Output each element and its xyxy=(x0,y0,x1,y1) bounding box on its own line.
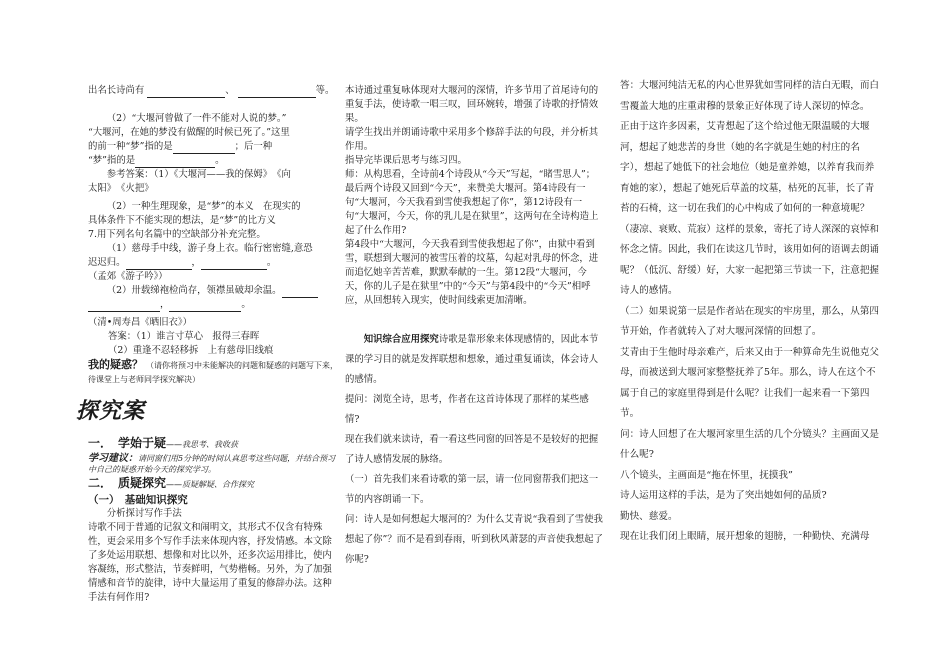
body-paragraph: 师：从构思看，全诗前4个诗段从“今天”写起，“睹雪思人”；最后两个诗段又回到“今天”，来赞美大堰河。第4诗段有一句“大堰河，今天我看到雪使我想起了你”，第12诗段有一句“大堰河，今天，你的乳儿是在狱里”，这两句在全诗构造上起了什么作用? xyxy=(345,169,599,236)
answer-line: 具体条件下不能实现的想法，是“梦”的比方义 xyxy=(88,215,276,226)
body-paragraph: 本诗通过重复咏体现对大堰河的深情，许多节用了首尾诗句的重复手法，使诗歌一唱三叹，回环婉转，增强了诗歌的抒情效果。 xyxy=(345,85,599,124)
fill-blank[interactable] xyxy=(135,156,215,168)
fill-blank[interactable] xyxy=(173,142,235,154)
body-paragraph: （二）如果说第一层是作者站在现实的牢房里，那么，从第四节开始，作者就转入了对大堰河深情的回想了。 xyxy=(620,305,880,337)
fill-blank[interactable] xyxy=(147,86,225,98)
middle-column xyxy=(345,84,603,570)
source-citation: （孟郊《游子吟》） xyxy=(88,271,168,282)
section-1-heading: 一． 学始于疑——我思考、我收获 xyxy=(88,436,239,450)
answer-line: 太阳》 《火把》 xyxy=(88,183,154,194)
body-paragraph: 诗人运用这样的手法，是为了突出她如何的品质? xyxy=(620,490,827,501)
answer-line: （2）一种生理现象，是“梦”的本义 在现实的 xyxy=(106,201,301,212)
question-7: 7.用下列名句名篇中的空缺部分补充完整。 xyxy=(88,229,266,240)
answer-line: 参考答案：（1）《大堰河——我的保姆》 《向 xyxy=(106,169,291,180)
doubt-section xyxy=(88,358,340,387)
question-7-item: 迟迟归。 ， 。 xyxy=(88,257,277,268)
fill-blank[interactable] xyxy=(201,258,267,270)
subsection-heading: （一） 基础知识探究 xyxy=(88,494,188,506)
section-big-title: 探究案 xyxy=(76,399,146,424)
text: 、 xyxy=(225,85,235,96)
fill-blank[interactable] xyxy=(88,300,160,312)
question-2-line: “大堰河，在她的梦没有做醒的时候已死了。”这里 xyxy=(88,127,290,138)
fill-blank[interactable] xyxy=(169,300,241,312)
body-paragraph: 提问：浏览全诗，思考，作者在这首诗体现了那样的某些感情? xyxy=(345,394,589,425)
text: 出名长诗尚有 xyxy=(88,85,145,96)
question-7-item: （1）慈母手中线，游子身上衣。临行密密缝,意恐 xyxy=(106,243,313,254)
body-paragraph: 问：诗人是如何想起大堰河的？为什么艾青说“我看到了雪使我想起了你”？而不是看到春雨，听到秋风萧瑟的声音使我想起了你呢? xyxy=(345,514,603,565)
body-paragraph: 勤快、慈爱。 xyxy=(620,510,678,522)
body-paragraph: 请学生找出并朗诵诗歌中采用多个修辞手法的句段，并分析其作用。 xyxy=(345,127,599,152)
section-2-heading: 二． 质疑探究——质疑解疑、合作探究 xyxy=(88,476,255,490)
fill-blank[interactable] xyxy=(238,86,316,98)
question-2-line: “梦”指的是 。 xyxy=(88,155,225,166)
doubt-note: （请你将预习中未能解决的问题和疑惑的问题写下来，待课堂上与老师同学探究解决） xyxy=(88,361,338,384)
left-column xyxy=(76,84,340,605)
question-2-line: （2）“大堰河曾做了一件不能对人说的梦。” xyxy=(106,113,287,124)
body-paragraph: 第4段中“大堰河，今天我看到雪使我想起了你”，由狱中看到雪，联想到大堰河的被雪压着的坟墓，勾起对乳母的怀念，进而追忆她辛苦苦难，默默奉献的一生。第12段“大堰河，今天，你的儿子是在狱里”中的“今天”与第4段中的“今天”相呼应，从回想转入现实，使时间线索更加清晰。 xyxy=(345,239,599,306)
body-paragraph: 指导完毕课后思考与练习四。 xyxy=(345,155,467,166)
doubt-title: 我的疑惑？ xyxy=(88,358,143,371)
fill-blank[interactable] xyxy=(282,286,318,298)
question-7-item: （2）卅载绨袍检尚存，领襟虽破却余温。 xyxy=(88,284,340,298)
text: 等。 xyxy=(315,85,335,96)
body-paragraph: 正由于这许多因素，艾青想起了这个给过他无限温暖的大堰河，想起了她悲苦的身世（她的名字就是生她的村庄的名字），想起了她低下的社会地位（她是童养媳，以养育我而养育她的家），想起了她死后草盖的坟墓，枯死的瓦菲，长了青苔的石椅，这一切在我们的心中构成了如何的一种意境呢？（凄凉、衰败、荒寂）这样的景象，寄托了诗人深深的哀悼和怀念之情。因此，我们在读这几节时，该用如何的语调去朗诵呢？（低沉、舒缓）好，大家一起把第三节读一下，注意把握诗人的感情。 xyxy=(620,121,880,296)
body-paragraph: 艾青由于生他时母亲难产，后来又由于一种算命先生说他克父母，而被送到大堰河家整整抚养了5年。那么，诗人在这个不属于自己的家庭里得到是什么呢？让我们一起来看一下第四节。 xyxy=(620,346,880,419)
study-advice: 学习建议：请同窗们用5分钟的时间认真思考这些问题，并结合预习中自己的疑惑开始今天的探究学习。 xyxy=(88,453,336,474)
body-paragraph: 答：大堰河纯洁无私的内心世界犹如雪同样的洁白无暇，而白雪覆盖大地的庄重肃穆的景象正好体现了诗人深切的悼念。 xyxy=(620,80,880,112)
body-paragraph: （一）首先我们来看诗歌的第一层，请一位同窗帮我们把这一节的内容朗诵一下。 xyxy=(345,474,599,505)
body-paragraph: 现在我们就来读诗，看一看这些同窗的回答是不是较好的把握了诗人感情发展的脉络。 xyxy=(345,434,599,465)
body-paragraph: 现在让我们闭上眼睛，展开想象的翅膀，一种勤快、充满母 xyxy=(620,531,870,542)
question-2-line: 的前一种“梦”指的是 ；后一种 xyxy=(88,141,273,152)
body-paragraph: 知识综合应用探究诗歌是靠形象来体现感情的，因此本节课的学习目的就是发挥联想和想象，通过重复诵读，体会诗人的感情。 xyxy=(345,334,599,385)
fill-blank[interactable] xyxy=(126,258,192,270)
body-paragraph: 诗歌不同于普通的记叙文和闹明文，其形式不仅含有特殊性，更会采用多个写作手法来体现内容，抒发情感。本文除了多处运用联想、想像和对比以外，还多次运用排比，使内容凝练，形式整洁，节奏鲜明，气势楷畅。另外，为了加强情感和音节的旋律，诗中大量运用了重复的修辞办法。这种手法有何作用? xyxy=(88,522,332,603)
answer-line: 答案：（1）谁言寸草心 报得三春晖 xyxy=(108,331,260,342)
answer-line: （2）重逢不忍轻移拆 上有慈母旧线痕 xyxy=(108,345,274,356)
right-column xyxy=(620,76,882,548)
analysis-heading: 分析探讨写作手法 xyxy=(106,508,182,519)
source-citation: （清•周寿昌《晒旧衣》） xyxy=(88,317,192,328)
inline-heading: 知识综合应用探究 xyxy=(363,334,439,345)
body-paragraph: 问：诗人回想了在大堰河家里生活的几个分镜头？主画面又是什么呢? xyxy=(620,428,880,460)
question-1-continued xyxy=(88,84,340,98)
question-7-item: ， 。 xyxy=(88,298,340,312)
body-paragraph: 八个镜头，主画面是“拖在怀里，抚摸我” xyxy=(620,469,793,481)
